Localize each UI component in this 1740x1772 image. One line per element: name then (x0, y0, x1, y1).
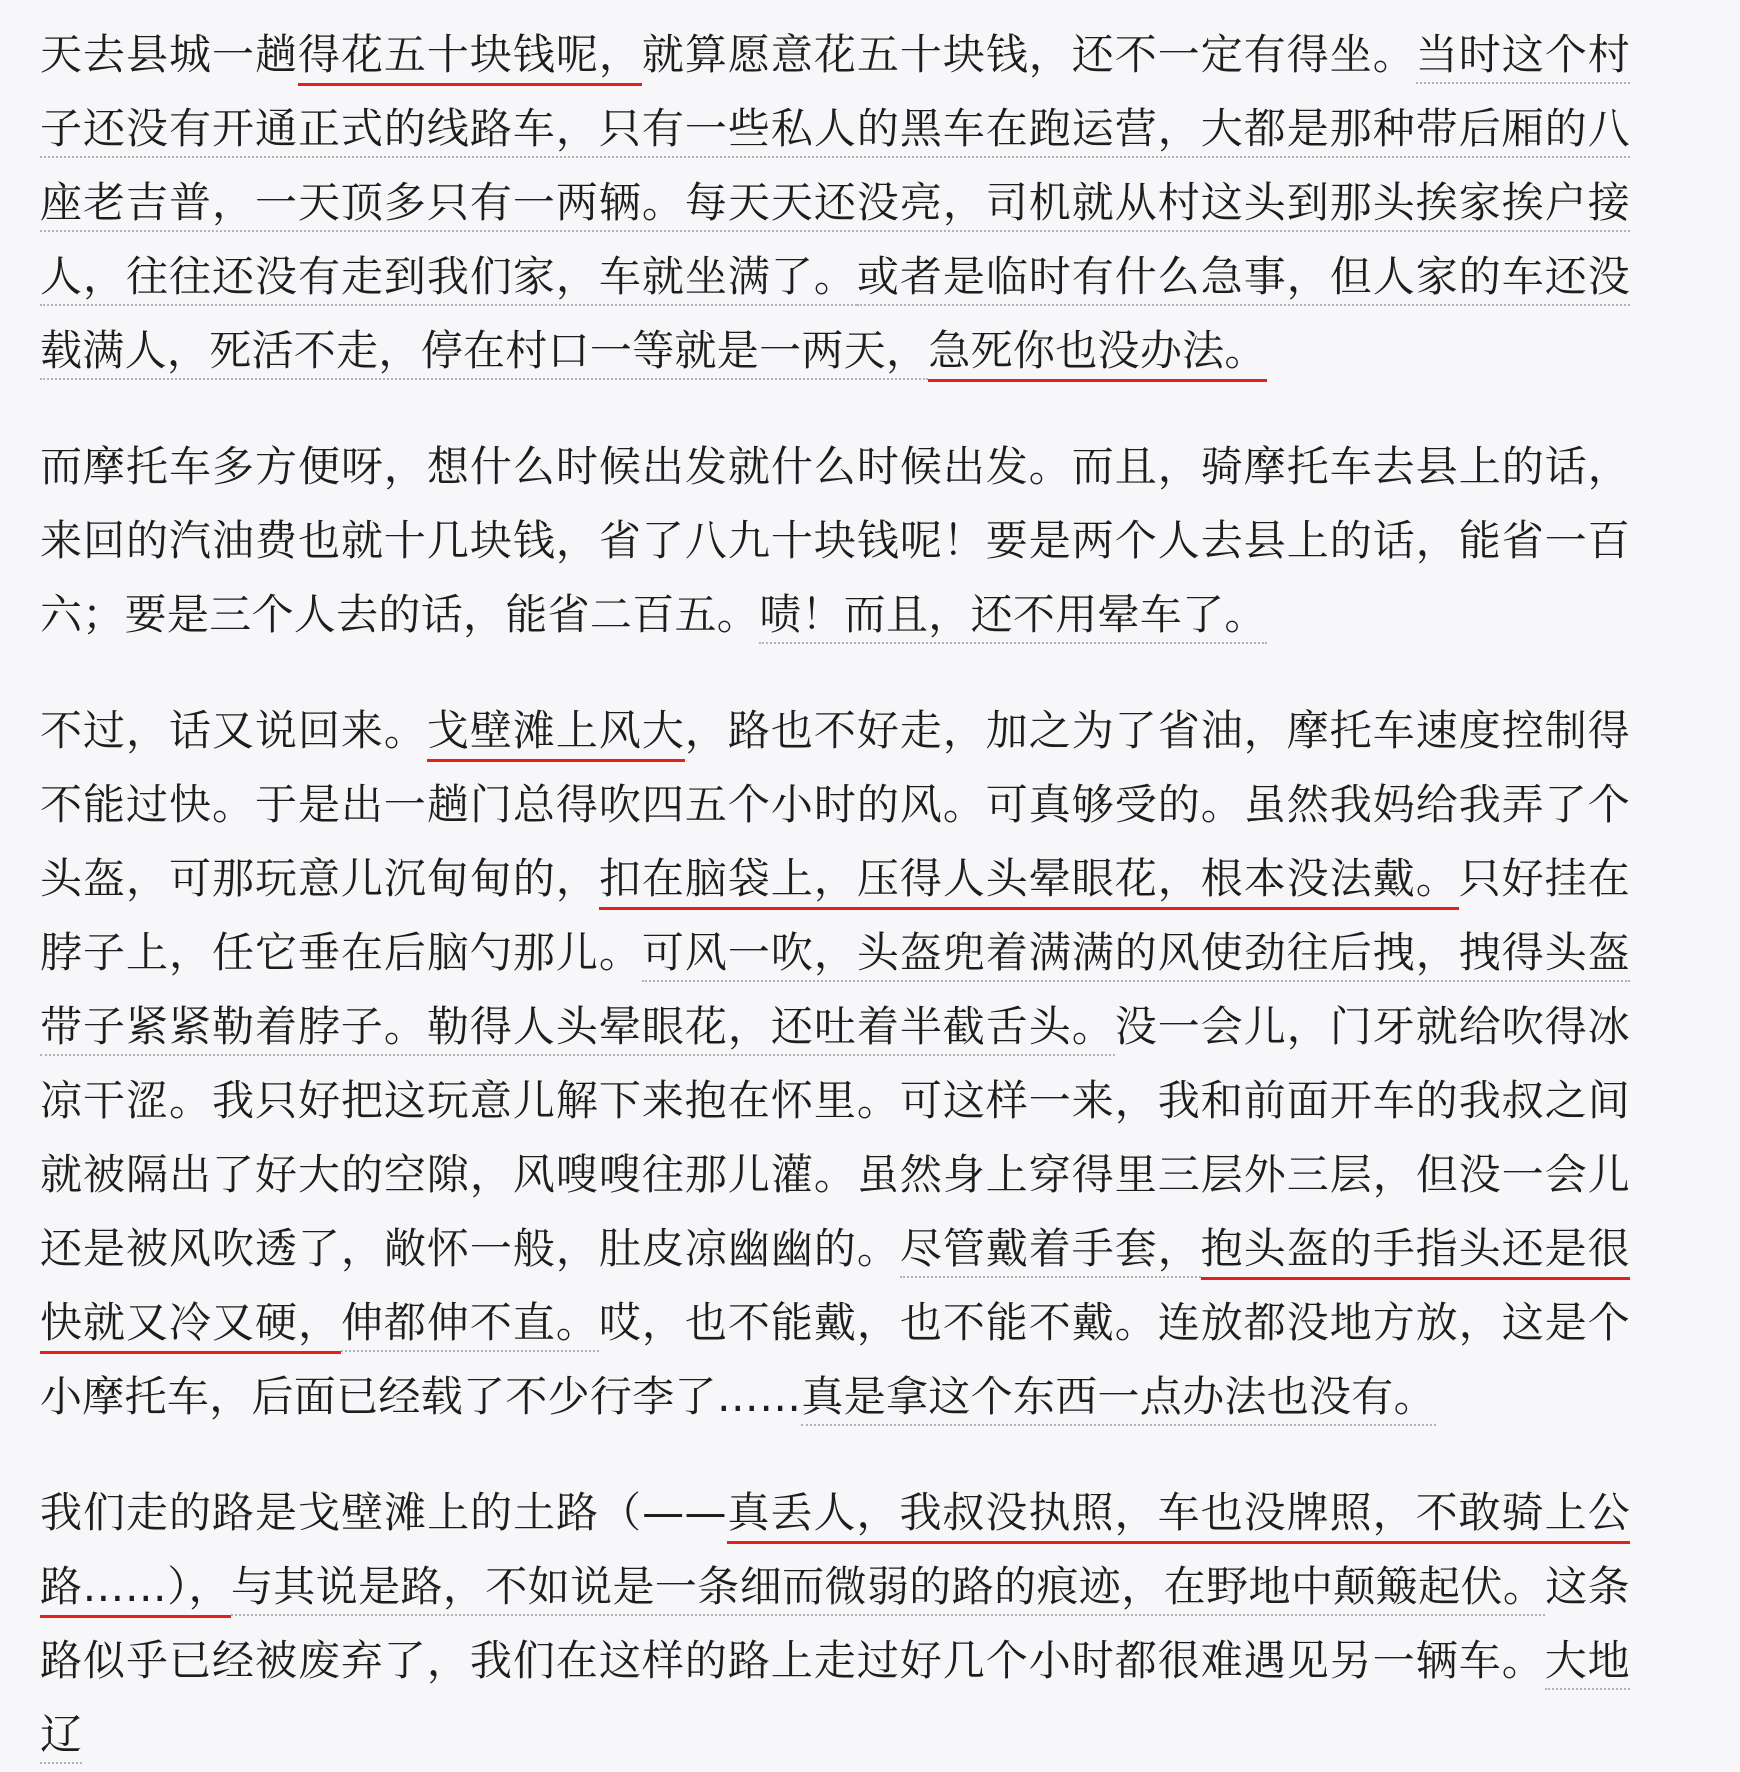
text-segment: 只好挂在脖子上，任它垂在后脑勺那儿。 (40, 854, 1630, 977)
dotted-segment[interactable]: 当时这个村子还没有开通正式的线路车，只有一些私人的黑车在跑运营，大都是那种带后厢的八座老吉普，一天顶多只有一两辆。每天天还没亮，司机就从村这头到那头挨家挨户接人，往往还没有走到我们家，车就坐满了。 (40, 30, 1630, 306)
dotted-segment[interactable]: 真是拿这个东西一点办法也没有。 (801, 1372, 1436, 1426)
highlighted-segment[interactable]: 得花五十块钱呢， (298, 30, 642, 86)
text-segment: 这条路似乎已经被废弃了，我们在这样的路上走过好几个小时都很难遇见另一辆车。 (40, 1562, 1630, 1685)
highlighted-segment[interactable]: 急死你也没办法。 (928, 326, 1266, 382)
text-segment: 我们走的路是戈壁滩上的土路（—— (40, 1488, 727, 1537)
text-segment: 就算愿意花五十块钱，还不一定有得坐。 (641, 30, 1416, 79)
dotted-segment[interactable]: 啧！而且，还不用晕车了。 (759, 590, 1267, 644)
highlighted-segment[interactable]: 扣在脑袋上，压得人头晕眼花，根本没法戴。 (599, 854, 1459, 910)
dotted-segment[interactable]: 或者是临时有什么急事，但人家的车还没载满人，死活不走，停在村口一等就是一两天， (40, 252, 1630, 380)
paragraph (40, 430, 1630, 652)
highlighted-segment[interactable]: 真丢人，我叔没执照，车也没牌照，不敢骑上公路……）， (40, 1488, 1630, 1618)
paragraph (40, 694, 1630, 1434)
text-segment: 没一会儿，门牙就给吹得冰凉干涩。我只好把这玩意儿解下来抱在怀里。可这样一来，我和前面开车的我叔之间就被隔出了好大的空隙，风嗖嗖往那儿灌。虽然身上穿得里三层外三层，但没一会儿还是被风吹透了，敞怀一般，肚皮凉幽幽的。 (40, 1002, 1630, 1273)
paragraph (40, 1476, 1630, 1772)
dotted-segment[interactable]: 大地辽 (40, 1636, 1630, 1764)
dotted-segment[interactable]: 伸都伸不直。 (341, 1298, 599, 1352)
highlighted-segment[interactable]: 戈壁滩上风大 (427, 706, 685, 762)
text-segment: 天去县城一趟 (40, 30, 298, 79)
dotted-segment[interactable]: 与其说是路，不如说是一条细而微弱的路的痕迹，在野地中颠簸起伏。 (231, 1562, 1545, 1616)
dotted-segment[interactable]: 尽管戴着手套， (900, 1224, 1201, 1278)
text-segment: 哎，也不能戴，也不能不戴。连放都没地方放，这是个小摩托车，后面已经载了不少行李了…… (40, 1298, 1630, 1421)
text-segment: ，路也不好走，加之为了省油，摩托车速度控制得不能过快。于是出一趟门总得吹四五个小时的风。可真够受的。虽然我妈给我弄了个头盔，可那玩意儿沉甸甸的， (40, 706, 1630, 903)
dotted-segment[interactable]: 可风一吹，头盔兜着满满的风使劲往后拽，拽得头盔带子紧紧勒着脖子。勒得人头晕眼花，还吐着半截舌头。 (40, 928, 1630, 1056)
text-segment: 不过，话又说回来。 (40, 706, 427, 755)
paragraph (40, 18, 1630, 388)
highlighted-segment[interactable]: 抱头盔的手指头还是很快就又冷又硬， (40, 1224, 1630, 1354)
text-segment: 而摩托车多方便呀，想什么时候出发就什么时候出发。而且，骑摩托车去县上的话，来回的汽油费也就十几块钱，省了八九十块钱呢！要是两个人去县上的话，能省一百六；要是三个人去的话，能省二百五。 (40, 442, 1630, 639)
